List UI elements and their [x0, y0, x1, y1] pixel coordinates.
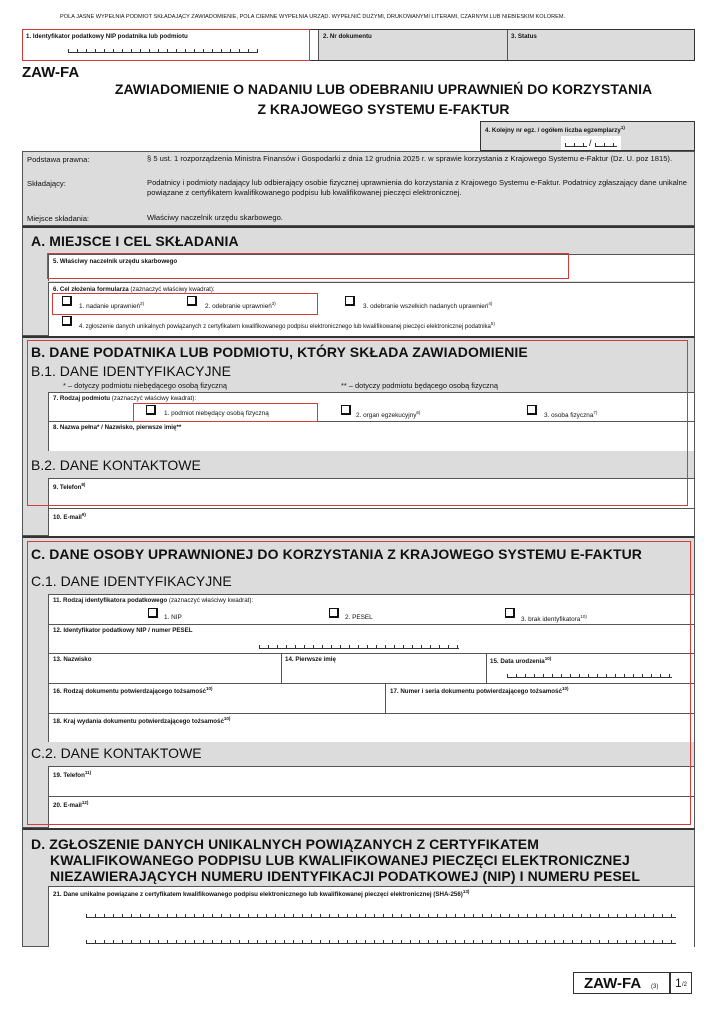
- legal-basis-value: § 5 ust. 1 rozporządzenia Ministra Finansów i Gospodarki z dnia 12 grudnia 2025 r. w sprawie korzystania z Krajowego Systemu e-Faktur (Dz. U. poz 1815).: [147, 154, 673, 163]
- field-20-label: 20. E-mail: [53, 802, 82, 810]
- field-8-label: 8. Nazwa pełna* / Nazwisko, pierwsze imię**: [53, 424, 182, 431]
- field-4-input[interactable]: /: [561, 136, 621, 150]
- section-d-title-line2: KWALIFIKOWANEGO PODPISU LUB KWALIFIKOWANEJ PIECZĘCI ELEKTRONICZNEJ: [50, 852, 630, 868]
- field-13-label: 13. Nazwisko: [53, 656, 92, 663]
- highlight-field-5: [47, 253, 569, 279]
- section-c-title: C. DANE OSOBY UPRAWNIONEJ DO KORZYSTANIA Z KRAJOWEGO SYSTEMU E-FAKTUR: [31, 546, 643, 562]
- field-15-label: 15. Data urodzenia: [490, 658, 545, 666]
- field-10-label: 10. E-mail: [53, 514, 82, 522]
- footer-page-total: /2: [682, 982, 688, 988]
- footer-form-code: ZAW-FA: [584, 975, 642, 992]
- field-11-label: 11. Rodzaj identyfikatora podatkowego: [53, 597, 168, 604]
- field-4-label: 4. Kolejny nr egz. / ogółem liczba egzemplarzy: [485, 127, 621, 135]
- section-d-title-line3: NIEZAWIERAJĄCYCH NUMERU IDENTYFIKACJI PODATKOWEJ (NIP) I NUMERU PESEL: [50, 868, 641, 884]
- footer-page-number: 1: [675, 976, 682, 990]
- note-person: ** – dotyczy podmiotu będącego osobą fizyczną: [341, 381, 498, 390]
- field-5-label: 5. Właściwy naczelnik urzędu skarbowego: [53, 258, 178, 265]
- place-value: Właściwy naczelnik urzędu skarbowego.: [147, 213, 283, 222]
- opt-nadanie: 1. nadanie uprawnień: [79, 303, 141, 311]
- checkbox-zgloszenie[interactable]: [62, 316, 72, 326]
- highlight-field-6: [52, 293, 318, 315]
- section-d: [22, 828, 695, 947]
- field-11-box: 11. Rodzaj identyfikatora podatkowego (zaznaczyć właściwy kwadrat): 1. NIP 2. PESEL 3. brak identyfikatora$^{10)}$: [48, 594, 694, 624]
- submitter-value: Podatnicy i podmioty nadający lub odbierający osobie fizycznej uprawnienia do korzystania z Krajowego Systemu e-Faktur. Podatnicy zgłaszający dane unikalne powiązane z certyfikatem kwalifikowanego podpisu lub kwalifikowanej pieczęci elektronicznej.: [147, 178, 687, 197]
- legal-basis-label: Podstawa prawna:: [27, 155, 90, 164]
- opt-pesel: 2. PESEL: [345, 614, 373, 621]
- field-2-label: 2. Nr dokumentu: [323, 33, 372, 40]
- field-10-input[interactable]: 10. E-mail$^{9)}$: [48, 508, 694, 536]
- opt-organ-egzekucyjny: 2. organ egzekucyjny: [356, 412, 417, 420]
- section-a: [22, 226, 695, 336]
- info-block: [22, 151, 695, 226]
- field-17-input[interactable]: 17. Numer i seria dokumentu potwierdzającego tożsamość$^{10)}$: [385, 683, 694, 713]
- checkbox-odebranie-wszystkich[interactable]: [345, 296, 355, 306]
- opt-nip: 1. NIP: [164, 614, 182, 621]
- form-title-line1: ZAWIADOMIENIE O NADANIU LUB ODEBRANIU UPRAWNIEŃ DO KORZYSTANIA: [114, 81, 653, 97]
- section-b1-title: B.1. DANE IDENTYFIKACYJNE: [31, 363, 231, 379]
- field-19-input[interactable]: 19. Telefon$^{11)}$: [48, 766, 694, 796]
- field-21-input[interactable]: 21. Dane unikalne powiązane z certyfikatem kwalifikowanego podpisu elektronicznego lub kwalifikowanej pieczęci elektronicznej $(SHA-256)^{13)}$: [48, 886, 694, 947]
- field-21-label: 21. Dane unikalne powiązane z certyfikatem kwalifikowanego podpisu elektronicznego lub kwalifikowanej pieczęci elektronicznej (SHA-256): [53, 891, 463, 899]
- field-3-label: 3. Status: [511, 33, 537, 40]
- field-16-label: 16. Rodzaj dokumentu potwierdzającego tożsamość: [53, 688, 206, 696]
- field-18-label: 18. Kraj wydania dokumentu potwierdzającego tożsamość: [53, 718, 224, 726]
- opt-odebranie-wszystkich: 3. odebranie wszelkich nadanych uprawnień: [363, 303, 489, 311]
- highlight-section-c: [27, 541, 691, 825]
- place-label: Miejsce składania:: [27, 214, 90, 223]
- section-b2-title: B.2. DANE KONTAKTOWE: [31, 457, 201, 473]
- opt-zgloszenie: 4. zgłoszenie danych unikalnych powiązanych z certyfikatem kwalifikowanego podpisu elektronicznego lub kwalifikowanej pieczęci elektronicznej podatnika: [79, 324, 491, 330]
- field-6-label: 6. Cel złożenia formularza: [53, 286, 129, 293]
- top-note: POLA JASNE WYPEŁNIA PODMIOT SKŁADAJĄCY ZAWIADOMIENIE, POLA CIEMNE WYPEŁNIA URZĄD. WYPEŁNIĆ DUŻYMI, DRUKOWANYMI LITERAMI, CZARNYM LUB NIEBIESKIM KOLOREM.: [60, 14, 566, 20]
- highlight-field-1: [22, 29, 310, 61]
- opt-podmiot-niebedacy: 1. podmiot niebędący osobą fizyczną: [164, 410, 269, 417]
- section-b-title: B. DANE PODATNIKA LUB PODMIOTU, KTÓRY SKŁADA ZAWIADOMIENIE: [31, 344, 528, 360]
- section-c1-title: C.1. DANE IDENTYFIKACYJNE: [31, 573, 232, 589]
- field-14-label: 14. Pierwsze imię: [285, 656, 336, 663]
- footer-page-box: [670, 972, 692, 994]
- field-6-box: 6. Cel złożenia formularza (zaznaczyć właściwy kwadrat): 1. nadanie uprawnień$^{2)}$ 2. odebranie uprawnień$^{3)}$ 3. odebranie wszelkich nadanych uprawnień$^{4)}$ 4. zgłoszenie danych unikalnych powiązanych z certyfikatem kwalifikowanego podpisu elektronicznego lub kwalifikowanej pieczęci elektronicznej podatnika$^{5)}$: [48, 282, 694, 336]
- highlight-section-b: [27, 340, 688, 506]
- footer-variant: (3): [651, 984, 659, 990]
- field-4-box: 4. Kolejny nr egz. / ogółem liczba egzemplarzy$^{1)}$ /: [480, 121, 695, 151]
- section-a-title: A. MIEJSCE I CEL SKŁADANIA: [31, 233, 239, 249]
- field-15-input[interactable]: 15. Data urodzenia$^{10)}$: [486, 653, 694, 683]
- field-17-label: 17. Numer i seria dokumentu potwierdzającego tożsamość: [390, 688, 562, 696]
- opt-brak-identyfikatora: 3. brak identyfikatora: [521, 616, 581, 624]
- opt-odebranie: 2. odebranie uprawnień: [205, 303, 272, 311]
- field-20-input[interactable]: 20. E-mail$^{12)}$: [48, 796, 694, 828]
- field-1-label: 1. Identyfikator podatkowy NIP podatnika lub podmiotu: [26, 33, 188, 40]
- field-18-input[interactable]: 18. Kraj wydania dokumentu potwierdzającego tożsamość$^{10)}$: [48, 713, 694, 742]
- note-non-person: * – dotyczy podmiotu niebędącego osobą fizyczną: [63, 381, 227, 390]
- field-16-input[interactable]: 16. Rodzaj dokumentu potwierdzającego tożsamość$^{10)}$: [48, 683, 385, 713]
- field-9-label: 9. Telefon: [53, 484, 82, 492]
- field-19-label: 19. Telefon: [53, 772, 85, 780]
- opt-osoba-fizyczna: 3. osoba fizyczna: [544, 412, 594, 420]
- section-c2-title: C.2. DANE KONTAKTOWE: [31, 745, 202, 761]
- form-title-line2: Z KRAJOWEGO SYSTEMU E-FAKTUR: [257, 101, 510, 117]
- field-7-label: 7. Rodzaj podmiotu: [53, 395, 111, 402]
- highlight-field-7: [133, 403, 318, 422]
- footer-code-box: [573, 972, 670, 994]
- field-12-label: 12. Identyfikator podatkowy NIP / numer PESEL: [53, 627, 193, 634]
- submitter-label: Składający:: [27, 179, 66, 188]
- section-d-title-line1: D. ZGŁOSZENIE DANYCH UNIKALNYCH POWIĄZANYCH Z CERTYFIKATEM: [31, 836, 539, 852]
- form-code: ZAW-FA: [22, 64, 80, 81]
- field-7-box: 7. Rodzaj podmiotu (zaznaczyć właściwy kwadrat): 1. podmiot niebędący osobą fizyczną 2. organ egzekucyjny$^{6)}$ 3. osoba fizyczna$^{7)}$: [48, 392, 694, 421]
- field-9-input[interactable]: 9. Telefon$^{8)}$: [48, 478, 694, 508]
